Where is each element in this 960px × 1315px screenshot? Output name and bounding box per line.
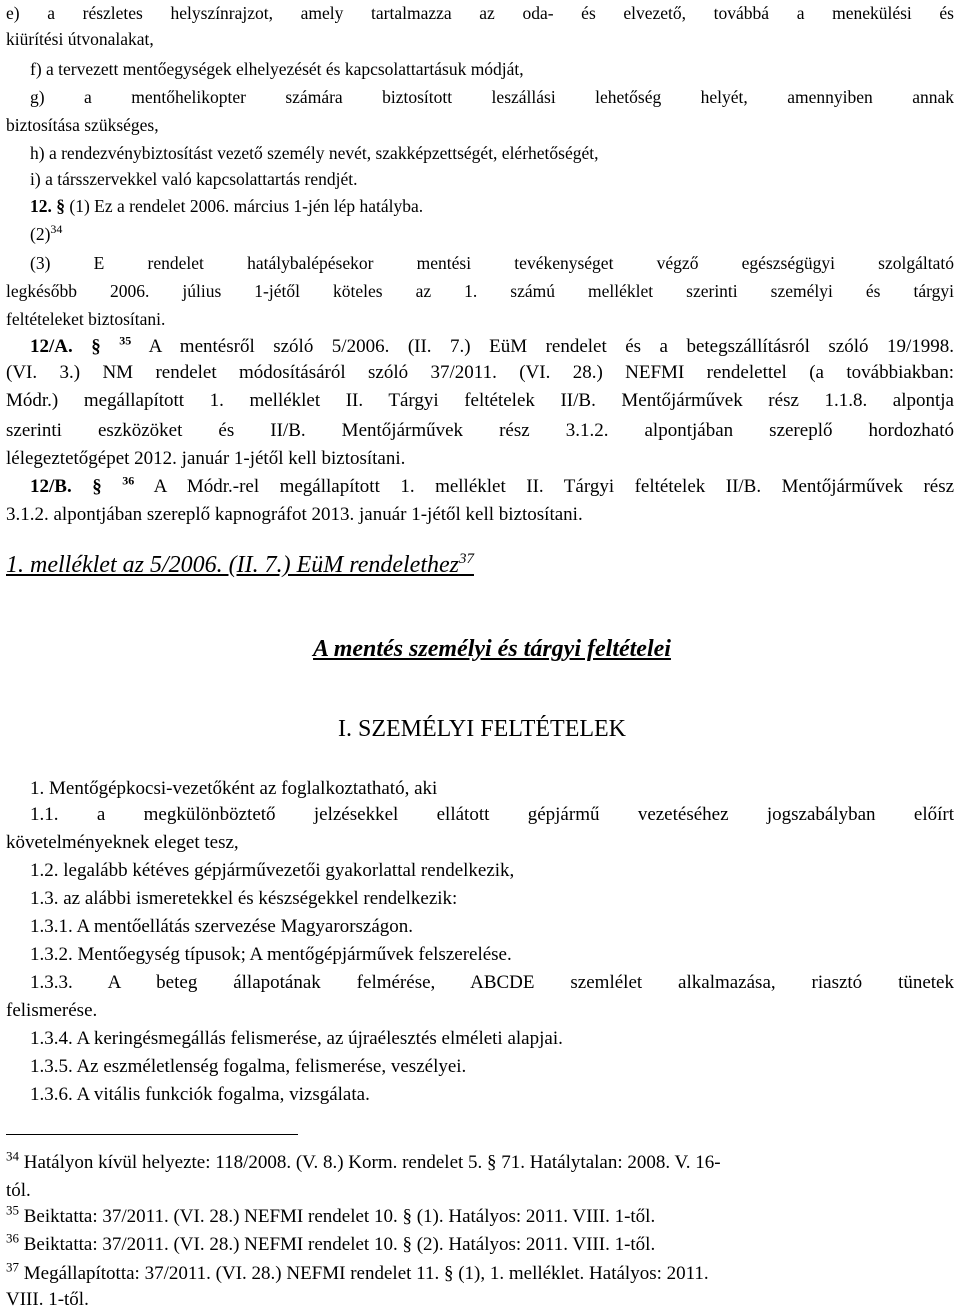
footnote-36-number: 36 xyxy=(6,1230,19,1246)
annex-item-1-3: 1.3. az alábbi ismeretekkel és készségekkel rendelkezik: xyxy=(30,888,458,909)
section-12b-line1 xyxy=(30,474,954,500)
footnote-divider xyxy=(6,1134,298,1135)
item-i: i) a társszervekkel való kapcsolattartás rendjét. xyxy=(30,169,358,189)
section-12-number: 12. xyxy=(30,196,52,216)
annex-item-1-3-5: 1.3.5. Az eszméletlenség fogalma, felismerése, veszélyei. xyxy=(30,1056,467,1077)
section-12b-line2: 3.1.2. alpontjában szereplő kapnográfot 2013. január 1-jétől kell biztosítani. xyxy=(6,504,583,525)
footnote-ref-35: 35 xyxy=(119,333,132,348)
footnote-ref-37: 37 xyxy=(458,551,474,567)
section-12a-sign: § xyxy=(91,336,101,357)
item-e-line2: kiürítési útvonalakat, xyxy=(6,29,154,49)
section-12a-text1: A mentésről szóló 5/2006. (II. 7.) EüM rendelet és a betegszállításról szóló 19/1998. xyxy=(148,336,955,357)
footnote-34-number: 34 xyxy=(6,1148,19,1164)
annex-heading-text: 1. melléklet az 5/2006. (II. 7.) EüM rendelethez xyxy=(6,552,459,578)
section-12a-line5: lélegeztetőgépet 2012. január 1-jétől kell biztosítani. xyxy=(6,448,406,469)
footnote-37-line1 xyxy=(6,1261,709,1287)
section-12a-line4: szerinti eszközöket és II/B. Mentőjárművek rész 3.1.2. alpontjában szereplő hordozható xyxy=(6,420,954,441)
footnote-37-line2: VIII. 1-től. xyxy=(6,1289,89,1310)
annex-item-1-3-3-line2: felismerése. xyxy=(6,1000,98,1021)
footnote-ref-34: 34 xyxy=(50,222,63,237)
section-12-para3-line2: legkésőbb 2006. július 1-jétől köteles az 1. számú melléklet szerinti személyi és tárgyi xyxy=(6,281,954,301)
annex-item-1-3-4: 1.3.4. A keringésmegállás felismerése, az újraélesztés elméleti alapjai. xyxy=(30,1028,563,1049)
footnote-34-line1 xyxy=(6,1150,954,1176)
annex-title: A mentés személyi és tárgyi feltételei xyxy=(313,636,671,662)
section-12b-number: 12/B. xyxy=(30,476,72,497)
item-g-line1: g) a mentőhelikopter számára biztosított leszállási lehetőség helyét, amennyiben annak xyxy=(30,87,954,107)
annex-item-1-2: 1.2. legalább kétéves gépjárművezetői gyakorlattal rendelkezik, xyxy=(30,860,515,881)
annex-item-1-3-2: 1.3.2. Mentőegység típusok; A mentőgépjárművek felszerelése. xyxy=(30,944,512,965)
section-12a-line2: (VI. 3.) NM rendelet módosításáról szóló 37/2011. (VI. 28.) NEFMI rendelettel (a továbbiakban: xyxy=(6,362,954,383)
section-12a-number: 12/A. xyxy=(30,336,73,357)
annex-item-1-3-3-line1: 1.3.3. A beteg állapotának felmérése, ABCDE szemlélet alkalmazása, riasztó tünetek xyxy=(30,972,954,993)
footnote-36-text: Beiktatta: 37/2011. (VI. 28.) NEFMI rendelet 10. § (2). Hatályos: 2011. VIII. 1-től. xyxy=(23,1234,656,1255)
section-12a-line1 xyxy=(30,334,954,360)
footnote-36 xyxy=(6,1232,655,1258)
section-12-para2 xyxy=(30,221,62,247)
annex-item-1-1-line2: követelményeknek eleget tesz, xyxy=(6,832,239,853)
footnote-34-text: Hatályon kívül helyezte: 118/2008. (V. 8.) Korm. rendelet 5. § 71. Hatálytalan: 2008. V. 16- xyxy=(23,1152,721,1173)
annex-item-1: 1. Mentőgépkocsi-vezetőként az foglalkoztatható, aki xyxy=(30,778,438,799)
footnote-35 xyxy=(6,1204,655,1230)
section-12-para3-line3: feltételeket biztosítani. xyxy=(6,309,166,329)
footnote-ref-36: 36 xyxy=(122,473,135,488)
annex-item-1-1-line1: 1.1. a megkülönböztető jelzésekkel ellátott gépjármű vezetéséhez jogszabályban előírt xyxy=(30,804,954,825)
section-12 xyxy=(30,193,423,219)
section-12-sign: § xyxy=(56,196,65,216)
item-h: h) a rendezvénybiztosítást vezető személy nevét, szakképzettségét, elérhetőségét, xyxy=(30,143,599,163)
annex-item-1-3-6: 1.3.6. A vitális funkciók fogalma, vizsgálata. xyxy=(30,1084,370,1105)
section-12-text: (1) Ez a rendelet 2006. március 1-jén lép hatályba. xyxy=(69,196,424,216)
item-e-line1: e) a részletes helyszínrajzot, amely tartalmazza az oda- és elvezető, továbbá a menekülési és xyxy=(6,3,954,23)
footnote-37-text: Megállapította: 37/2011. (VI. 28.) NEFMI rendelet 11. § (1), 1. melléklet. Hatályos: 2011. xyxy=(23,1263,709,1284)
section-12b-text1: A Módr.-rel megállapított 1. melléklet II. Tárgyi feltételek II/B. Mentőjárművek rész xyxy=(153,476,955,497)
section-12a-line3: Módr.) megállapított 1. melléklet II. Tárgyi feltételek II/B. Mentőjárművek rész 1.1.8. alpontja xyxy=(6,390,954,411)
footnote-37-number: 37 xyxy=(6,1259,19,1275)
annex-item-1-3-1: 1.3.1. A mentőellátás szervezése Magyarországon. xyxy=(30,916,414,937)
section-title-personnel: I. SZEMÉLYI FELTÉTELEK xyxy=(338,716,626,742)
item-g-line2: biztosítása szükséges, xyxy=(6,115,159,135)
section-12-para3-line1: (3) E rendelet hatálybalépésekor mentési tevékenységet végző egészségügyi szolgáltató xyxy=(30,253,954,273)
footnote-35-number: 35 xyxy=(6,1202,19,1218)
section-12b-sign: § xyxy=(92,476,102,497)
footnote-34-line2: tól. xyxy=(6,1180,31,1201)
item-f: f) a tervezett mentőegységek elhelyezését és kapcsolattartásuk módját, xyxy=(30,59,524,79)
footnote-35-text: Beiktatta: 37/2011. (VI. 28.) NEFMI rendelet 10. § (1). Hatályos: 2011. VIII. 1-től. xyxy=(23,1206,656,1227)
para2-label: (2) xyxy=(30,224,51,244)
annex-heading xyxy=(6,552,474,579)
